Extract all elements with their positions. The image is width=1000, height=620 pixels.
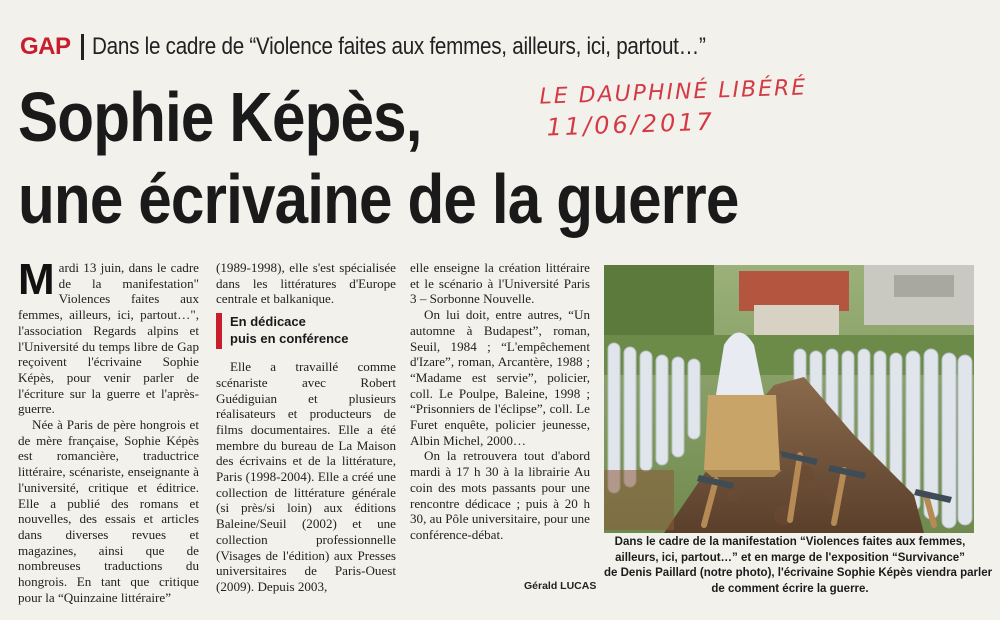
- cemetery-photo-illustration: [604, 265, 974, 533]
- article-paragraph: On lui doit, entre autres, “Un automne à Budapest”, roman, Seuil, 1984 ; “L'empêchement d'Izare”, roman, Arcantère, 1988 ; “Madame est servie”, policier, coll. Le Poulpe, Baleine, 1998 ; “Prisonniers de l'éclipse”, coll. Le Furet enquête, policier jeunesse, Albin Michel, 2000…: [410, 307, 590, 448]
- drop-cap: M: [18, 255, 55, 304]
- cemetery-photo: [604, 265, 974, 533]
- photo-caption: [604, 535, 993, 597]
- kicker-divider: [81, 34, 84, 60]
- handwritten-note: [539, 73, 809, 142]
- caption-line-4: de comment écrire la guerre.: [711, 582, 869, 595]
- headline-line-2: une écrivaine de la guerre: [18, 160, 739, 238]
- headline-line-1: Sophie Képès,: [18, 78, 422, 156]
- kicker-text: Dans le cadre de “Violence faites aux femmes, ailleurs, ici, partout…”: [91, 33, 706, 60]
- article-column-1: [18, 255, 199, 605]
- subhead: [216, 313, 396, 349]
- article-paragraph-text: ardi 13 juin, dans le cadre de la manifestation" Violences faites aux femmes, ailleurs, ici, partout…", l'association Regards alpins et l'Université du temps libre de Gap reçoivent l'écrivaine Sophie Képès, pour venir parler de l'écriture sur la guerre et l'après-guerre.: [18, 260, 199, 417]
- caption-line-2: ailleurs, ici, partout…” et en marge de l'exposition “Survivance”: [615, 551, 965, 564]
- article-column-3: [410, 260, 590, 543]
- caption-line-3: de Denis Paillard (notre photo), l'écrivaine Sophie Képès viendra parler: [604, 567, 993, 579]
- article-paragraph: Elle a travaillé comme scénariste avec Robert Guédiguian et plusieurs réalisateurs et producteurs de films documentaires. Elle a été membre du bureau de La Maison des écrivains et de la littérature, Paris (1998-2004). Elle a créé une collection de littérature générale (si près/si loin) aux éditions Baleine/Seuil (2002) et une collection professionnelle (Visages de l'édition) aux Presses universitaires de Paris-Ouest (2009). Depuis 2003,: [216, 359, 396, 594]
- handwritten-note-publication: LE DAUPHINÉ LIBÉRÉ: [539, 75, 808, 110]
- byline: Gérald LUCAS: [524, 580, 597, 592]
- article-paragraph: (1989-1998), elle s'est spécialisée dans les littératures d'Europe centrale et balkanique.: [216, 260, 396, 307]
- handwritten-note-date: 11/06/2017: [546, 107, 716, 142]
- article-paragraph: On la retrouvera tout d'abord mardi à 17 h 30 à la librairie Au coin des mots passants pour une rencontre dédicace ; puis à 20 h 30, au Pôle universitaire, pour une conférence-débat.: [410, 448, 590, 542]
- article-paragraph: [18, 255, 199, 417]
- article-paragraph: Née à Paris de père hongrois et de mère française, Sophie Képès est romancière, traductrice littéraire, scénariste, enseignante à l'université, critique et éditrice. Elle a publié des romans et nouvelles, des essais et articles dans diverses revues et magazines, ainsi que de nombreuses traductions du hongrois. En tant que critique pour la “Quinzaine littéraire”: [18, 417, 199, 605]
- subhead-line-1: En dédicace: [230, 314, 306, 330]
- article-column-2: [216, 260, 396, 595]
- kicker: [20, 30, 805, 64]
- subhead-line-2: puis en conférence: [230, 331, 349, 347]
- caption-line-1: Dans le cadre de la manifestation “Violences faites aux femmes,: [614, 536, 966, 548]
- article-paragraph: elle enseigne la création littéraire et le scénario à l'Université Paris 3 – Sorbonne Nouvelle.: [410, 260, 590, 307]
- kicker-location: GAP: [20, 33, 71, 60]
- subhead-marker: [216, 313, 222, 349]
